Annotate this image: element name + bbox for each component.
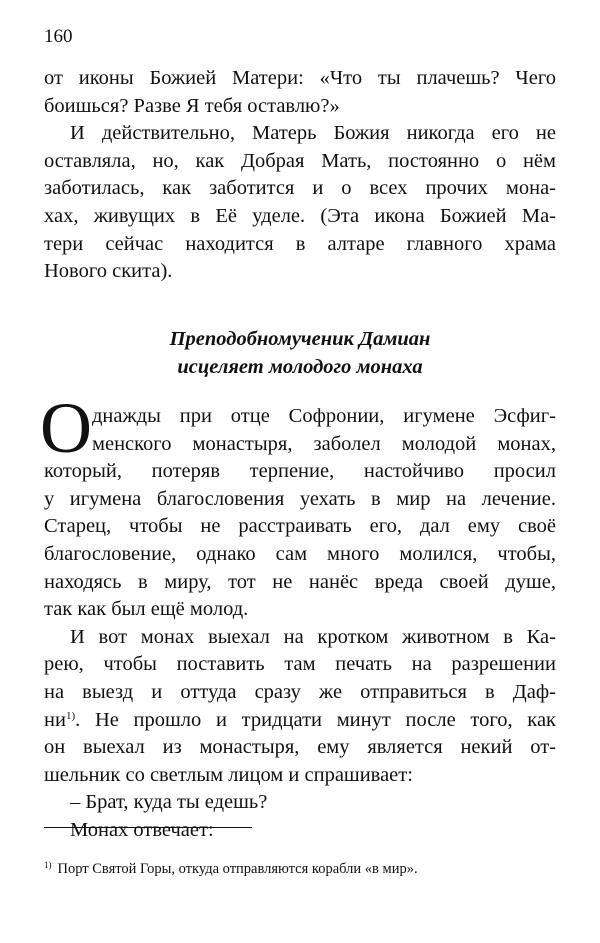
text-line: И вот монах выехал на кротком животном в Ка- <box>70 625 556 648</box>
section-heading <box>44 326 556 381</box>
dialogue-line: Монах отвечает: <box>70 818 214 841</box>
text-line: у игумена благословения уехать в мир на лечение. <box>44 487 556 510</box>
text-line: И действительно, Матерь Божия никогда его не <box>70 122 556 145</box>
text-fragment: . Не прошло и тридцати минут после того, как <box>75 708 556 731</box>
opening-text <box>44 65 556 286</box>
text-line: менского монастыря, заболел молодой монах, <box>92 432 556 455</box>
text-fragment: ни <box>44 708 66 731</box>
text-line: Старец, чтобы не расстраивать его, дал ему своё <box>44 515 556 538</box>
text-line: рею, чтобы поставить там печать на разрешении <box>44 653 556 676</box>
page-number: 160 <box>44 26 73 47</box>
footnote-divider <box>44 827 252 828</box>
text-line: Нового скита). <box>44 260 173 283</box>
footnote-marker: 1) <box>44 860 52 870</box>
main-text <box>40 388 556 845</box>
heading-line: Преподобномученик Дамиан <box>169 328 431 350</box>
text-line <box>44 707 556 735</box>
text-line: находясь в миру, тот не нанёс вреда своей душе, <box>44 570 556 593</box>
text-line: заботилась, как заботится и о всех прочих мона- <box>44 177 556 200</box>
text-line: оставляла, но, как Добрая Мать, постоянно о нём <box>44 149 556 172</box>
footnote-text: Порт Святой Горы, откуда отправляются корабли «в мир». <box>57 861 418 877</box>
text-line: он выехал из монастыря, ему является некий от- <box>44 736 556 759</box>
text-line: от иконы Божией Матери: «Что ты плачешь? Чего <box>44 67 556 89</box>
dialogue-line: – Брат, куда ты едешь? <box>70 791 268 814</box>
text-line: хах, живущих в Её уделе. (Эта икона Божией Ма- <box>44 204 556 227</box>
text-line: днажды при отце Софронии, игумене Эсфиг- <box>92 405 556 427</box>
drop-cap: О <box>40 388 92 468</box>
footnote <box>44 861 418 878</box>
text-line: тери сейчас находится в алтаре главного храма <box>44 232 556 255</box>
heading-line: исцеляет молодого монаха <box>177 355 423 378</box>
text-line: благословение, однако сам много молился, чтобы, <box>44 542 556 565</box>
text-line: который, потеряв терпение, настойчиво просил <box>44 460 556 483</box>
footnote-ref[interactable]: 1) <box>65 709 76 722</box>
text-line: шельник со светлым лицом и спрашивает: <box>44 763 413 786</box>
text-line: так как был ещё молод. <box>44 598 249 621</box>
text-line: боишься? Разве Я тебя оставлю?» <box>44 94 340 117</box>
text-line: на выезд и оттуда сразу же отправиться в Даф- <box>44 680 556 703</box>
